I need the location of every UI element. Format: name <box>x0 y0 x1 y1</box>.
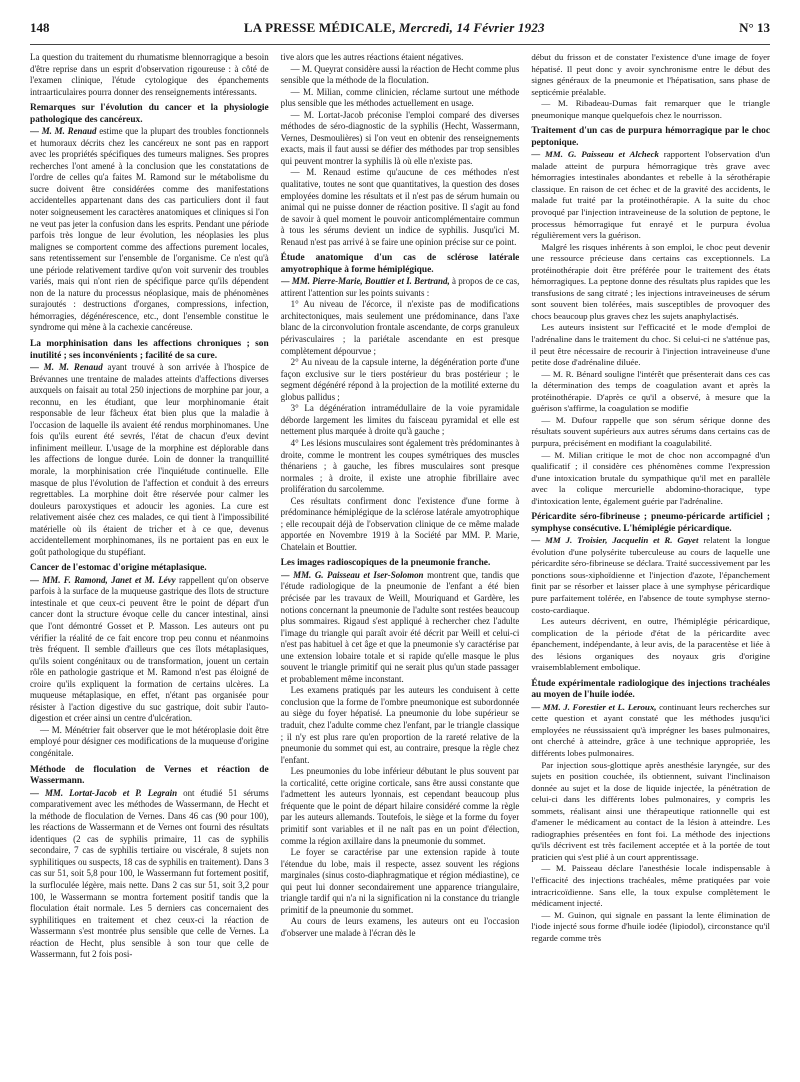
column-1 <box>30 52 269 1074</box>
paragraph: — M. Dufour rappelle que son sérum sérique donne des résultats souvent supérieurs aux autres sérums dans certains cas de purpura, précisément en modifiant la coagulabilité. <box>531 414 771 448</box>
paragraph <box>531 702 770 760</box>
paragraph: Les auteurs décrivent, en outre, l'hémiplégie péricardique, complication de la période d'état de la péricardite avec épanchement, indépendante, à leur avis, de la paracentèse et liée à des lésions organiques des noyaux gris d'origine vraisemblablement embolique. <box>531 616 771 673</box>
paragraph <box>281 276 520 299</box>
issue-date: Mercredi, 14 Février 1923 <box>398 20 545 35</box>
paragraph: début du frisson et de constater l'existence d'une image de foyer hépatisé. Il peut donc y avoir synchronisme entre le début des signes généraux de la pneumonie et l'hépatisation, sans phase de septicémie préalable. <box>531 52 771 97</box>
section-title: Étude anatomique d'un cas de sclérose latérale amyotrophique à forme hémiplégique. <box>280 253 520 275</box>
paragraph: 1° Au niveau de l'écorce, il n'existe pas de modifications architectoniques, mais seulement une prédominance, dans l'axe blanc de la circonvolution frontale ascendante, de corps granuleux périvasculaires ; la pariétale ascendante en est presque complètement dépourvue ; <box>280 299 520 356</box>
section-authors: — MM. G. Paisseau et Alcheck <box>531 149 659 160</box>
paragraph: Les examens pratiqués par les auteurs les conduisent à cette conclusion que la forme de l'ombre pneumonique est subordonnée au siège du foyer hépatisé. La pneumonie du lobe supérieur se traduit, chez l'adulte comme chez l'enfant, par le triangle classique ; il n'y est plus rare qu'en proportion de la rareté relative de la pneumonie du sommet qui est, au contraire, presque la règle chez l'enfant. <box>280 685 520 765</box>
article-section <box>281 253 520 553</box>
paragraph-text: ont étudié 51 sérums comparativement avec les méthodes de Wassermann, de Hecht et la méthode de floculation de Vernes. Dans 46 cas (90 pour 100), les réactions de Wassermann et de Vernes ont fourni des résultats identiques (2 cas de syphilis primaire, 11 cas de syphilis secondaire, 7 cas de syphilis tertiaire ou viscérale, 8 sujets non syphilitiques ou suspects, 18 cas de syphilis en traitement). Dans 3 cas sur 51, soit 5,8 pour 100, le Wassermann fut fortement positif, la surfloculée légère, mais nette. Dans 2 cas sur 51, soit 3,2 pour 100, le Wassermann se montra fortement positif tandis que la floculation était normale. Les 5 derniers cas concernaient des syphilitiques en traitement et chez ceux-ci la réaction de Wassermann s'est montrée plus sensible que celle de Vernes. La réaction de Hecht, plus sensible à son tour que celle de Wassermann, fut 2 fois posi- <box>30 787 269 960</box>
paragraph: 3° La dégénération intramédullaire de la voie pyramidale déborde largement les limites du faisceau pyramidal et elle est nettement plus marquée à droite qu'à gauche ; <box>280 403 520 437</box>
article-section <box>30 52 269 98</box>
section-title: Péricardite séro-fibrineuse ; pneumo-péricarde artificiel ; symphyse consécutive. L'hémiplégie péricardique. <box>531 512 771 534</box>
column-2 <box>281 52 520 1074</box>
article-section <box>30 765 269 961</box>
section-title: Remarques sur l'évolution du cancer et la physiologie pathologique des cancéreux. <box>30 103 269 125</box>
paragraph: Malgré les risques inhérents à son emploi, le choc peut devenir une ressource précieuse dans certains cas exceptionnels. La protéinothérapie doit être préférée pour le traitement des états hémorragiques. La peptone donne des résultats plus rapides que les transfusions de sang citraté ; les injections intraveineuses de sérum sont souvent bien tolérées, mais susceptibles de provoquer des chocs beaucoup plus graves chez les sujets anaphylactisés. <box>531 241 771 321</box>
section-title: Méthode de floculation de Vernes et réaction de Wassermann. <box>30 764 269 787</box>
article-section <box>531 52 770 121</box>
section-authors: — MM. Pierre-Marie, Bouttier et I. Bertrand, <box>280 276 450 287</box>
paragraph: — M. Guinon, qui signale en passant la lente élimination de l'iode injecté sous forme d'huile iodée (lipiodol), circonstance qu'il regarde comme très <box>531 909 771 943</box>
paragraph: Les auteurs insistent sur l'efficacité et le mode d'emploi de l'adrénaline dans le traitement du choc. Si celui-ci ne s'atténue pas, il peut être nécessaire de recourir à l'injection intraveineuse d'une petite dose d'adrénaline diluée. <box>531 322 771 368</box>
page-number: 148 <box>30 20 50 35</box>
paragraph: Ces résultats confirment donc l'existence d'une forme à prédominance hémiplégique de la sclérose latérale amyotrophique ; elle recoupait déjà de l'observation clinique de ce même malade apportée en Novembre 1919 à la Société par MM. P. Marie, Chatelain et Bouttier. <box>280 495 520 552</box>
paragraph: — M. Lortat-Jacob préconise l'emploi comparé des diverses méthodes de séro-diagnostic de la syphilis (Hecht, Wassermann, Vernes, Desmoulières) si l'on veut en obtenir des renseignements exacts, mais il faut aussi se défier des méthodes par trop sensibles qui peuvent montrer la syphilis là où elle n'existe pas. <box>280 109 520 166</box>
paragraph: — M. R. Bénard souligne l'intérêt que présenterait dans ces cas la détermination des temps de coagulation avant et après la protéinothérapie. D'après ce qu'il a observé, à mesure que la guérison s'affirme, la coagulation se modifie <box>531 368 771 414</box>
article-section <box>531 126 770 507</box>
paragraph: La question du traitement du rhumatisme blennorragique a besoin d'être reprise dans un esprit d'observation rigoureuse : à côté de l'examen clinique, l'étude cytologique des épanchements intraarticulaires pourra donner des renseignements intéressants. <box>30 52 269 97</box>
paragraph-text: ayant trouvé à son arrivée à l'hospice de Brévannes une trentaine de malades atteints d'affections diverses auxquels on faisait au total 250 injections de morphine par jour, a reconnu, en les étudiant, que leur morphinomanie était responsable de leur fâcheux état bien plus que la maladie à l'occasion de laquelle ils avaient été rendus morphinomanes. Une fois qu'ils eurent été sevrés, l'état de chacun d'eux devint infiniment meilleur. L'usage de la morphine est déplorable dans les affections de longue durée. Loin de donner la tranquillité morale, la morphinisation crée l'inquiétude continuelle. Elle masque de plus l'évolution de l'affection et conduit à des erreurs regrettables. La morphine doit être réservée pour calmer les douleurs paroxystiques et adoucir les agonies. La cure est relativement aisée chez ces malades, ce qui tient à l'impossibilité matérielle où ils étaient de tricher et à ce que, devenus accidentellement morphinomanes, ils ne portaient pas en eux le goût pathologique du stupéfiant. <box>30 362 269 557</box>
paragraph: 4° Les lésions musculaires sont également très prédominantes à droite, comme le montrent les coupes symétriques des muscles thénariens ; à gauche, les fibres musculaires sont presque normales ; à droite, il existe une atrophie fibrillaire avec prolifération du sarcolemme. <box>280 437 520 495</box>
paragraph <box>30 575 269 725</box>
paragraph <box>30 126 269 334</box>
paragraph-text: relatent la longue évolution d'une polysérite tuberculeuse au cours de laquelle une péricardite séro-fibrineuse se déclara. Traité successivement par les ponctions sous-xiphoïdienne et l'injection d'azote, l'épanchement finit par se résorber et laisser place à une symphyse péricardique pure parfaitement tolérée, en l'absence de toute symphyse sterno-costo-cardiaque. <box>531 535 771 615</box>
paragraph-text: à propos de ce cas, attirent l'attention sur les points suivants : <box>280 276 520 298</box>
article-section <box>281 52 520 248</box>
paragraph: Par injection sous-glottique après anesthésie laryngée, sur des sujets en position couchée, ils obtiennent, suivant l'inclinaison donnée au sujet et la dose de liquide injectée, la pénétration de celui-ci dans les différents lobes pulmonaires, y compris les sommets, réalisant ainsi une thérapeutique rationnelle qui est d'amener le médicament au contact de la lésion à atteindre. Les radiographies présentées en font foi. La méthode des injections qu'ils décrivent est très facilement acceptée et à la portée de tout praticien qui s'est plié à un court apprentissage. <box>531 759 771 862</box>
journal-name: LA PRESSE MÉDICALE, <box>243 20 396 35</box>
paragraph: — M. Queyrat considère aussi la réaction de Hecht comme plus sensible que la méthode de la floculation. <box>280 63 520 86</box>
paragraph-text: montrent que, tandis que l'étude radiologique de la pneumonie de l'enfant a été bien précisée par les travaux de Weill, Mouriquand et Gardère, les notions concernant la pneumonie de l'adulte sont restées beaucoup plus sommaires. Rigaud s'est appliqué à rechercher chez l'adulte l'image du triangle qui paraît avoir été décrit par Weill et celui-ci n'est pas habituel à cet âge et que la pneumonie s'y caractérise par une extension lobaire totale et si rapide qu'elle masque le plus souvent le triangle primitif qui ne serait plus qu'un stade passager et probablement même inconstant. <box>280 569 520 684</box>
paragraph: tive alors que les autres réactions étaient négatives. <box>280 52 464 62</box>
paragraph: — M. Renaud estime qu'aucune de ces méthodes n'est qualitative, toutes ne sont que quantitatives, la question des doses employées domine les résultats et il n'est pas de sérum humain ou animal qui ne puisse donner de réaction positive. Il s'agit au fond de savoir à quel moment le pouvoir anticomplémentaire commun à tous les sérums devient un indice de syphilis. Jusqu'ici M. Renaud n'est pas arrivé à se faire une opinion précise sur ce point. <box>280 167 520 247</box>
article-section <box>30 103 269 334</box>
section-authors: — M. M. Renaud <box>30 362 103 373</box>
page-header <box>30 20 770 45</box>
paragraph: — M. Paisseau déclare l'anesthésie locale indispensable à l'efficacité des injections trachéales, même pratiquées par voie intracricoïdienne. Sans elle, la toux expulse complètement le médicament injecté. <box>531 863 771 909</box>
section-authors: — MM J. Troisier, Jacquelin et R. Gayet <box>531 535 699 546</box>
paragraph: — M. Ribadeau-Dumas fait remarquer que le triangle pneumonique manque quelquefois chez le nourrisson. <box>531 98 771 120</box>
column-3 <box>531 52 770 1074</box>
section-authors: — MM. J. Forestier et L. Leroux, <box>531 701 657 712</box>
section-title: Étude expérimentale radiologique des injections trachéales au moyen de l'huile iodée. <box>531 678 771 701</box>
paragraph <box>30 788 269 961</box>
article-section <box>281 558 520 939</box>
article-section <box>30 339 269 558</box>
paragraph: 2° Au niveau de la capsule interne, la dégénération porte d'une façon exclusive sur le tiers postérieur du bras postérieur ; le segment dégénéré répond à la projection de la motilité externe du globus pallidus ; <box>280 357 520 402</box>
article-section <box>531 512 770 674</box>
paragraph: — M. Ménétrier fait observer que le mot hétéroplasie doit être employé pour désigner ces modifications de la muqueuse d'origine congénitale. <box>30 724 269 759</box>
article-columns <box>30 52 770 1074</box>
article-section <box>30 563 269 759</box>
paragraph-text: continuant leurs recherches sur cette question et ayant constaté que les méthodes jusqu'ici employées ne réussissaient qu'à imprégner les bases pulmonaires, ont cherché à atteindre, grâce à une technique appropriée, les différents lobes pulmonaires. <box>531 701 771 758</box>
paragraph-text: rapportent l'observation d'un malade atteint de purpura hémorragique très grave avec hémorragies intestinales abondantes et rebelle à la sérothérapie classique. En raison de cet échec et de la gravité des accidents, le malade fut traité par la protéinothérapie. A la suite du choc provoqué par l'injection intraveineuse de la solution de peptone, le processus hémorragique fut enrayé et le purpura évolua régulièrement vers la guérison. <box>531 149 771 241</box>
paragraph <box>531 149 770 241</box>
paragraph <box>531 535 770 616</box>
section-authors: — MM. Lortat-Jacob et P. Legrain <box>30 787 178 798</box>
article-section <box>531 679 770 944</box>
section-title: Les images radioscopiques de la pneumonie franche. <box>280 558 491 569</box>
section-authors: — M. M. Renaud <box>30 126 97 137</box>
paragraph: Les pneumonies du lobe inférieur débutant le plus souvent par la corticalité, cette origine corticale, sans être aussi constante que l'admettent les auteurs lyonnais, est cependant beaucoup plus fréquente que le point de départ hilaire considéré comme la règle par les auteurs allemands. Toutefois, le siège et la forme du foyer primitif sont variables et il ne naît pas en un point d'élection, comme la région axillaire dans la pneumonie du sommet. <box>280 766 520 846</box>
paragraph <box>281 570 520 685</box>
paragraph: Le foyer se caractérise par une extension rapide à toute l'étendue du lobe, mais il respecte, assez souvent les régions marginales (sinus costo-diaphragmatique et région médiastine), ce qui peut lui donner secondairement une apparence triangulaire, triangle tardif qui n'a ni la signification ni la constance du triangle primitif de la pneumonie du sommet. <box>280 847 520 915</box>
paragraph-text: estime que la plupart des troubles fonctionnels et humoraux décrits chez les cancéreux ne sont pas en rapport avec les propriétés spécifiques des tumeurs malignes. Ses propres recherches l'ont amené à la conclusion que les constatations de l'ordre de celles qu'a faites M. Ramond sur le métabolisme du sucre doivent être considérées comme des manifestations accidentelles appartenant dans des cas particuliers dont il faut noter soigneusement les caractères anatomiques et cliniques si l'on ne veut pas jeter la confusion dans les esprits. Pendant une période parfois très longue de leur évolution, les néoplasies les plus malignes se comportent comme des affections purement locales, sans retentissement sur l'ensemble de l'organisme. Ce n'est qu'à une période relativement tardive qu'on voit survenir des troubles variés, mais qui n'ont rien de spécifique parce qu'ils dépendent non de la nature du processus néoplasique, mais de phénomènes surajoutés : destructions d'organes, compressions, infection, hémorragies, dégénérescence, etc., dont l'ensemble constitue le syndrome qui mène à la cachexie cancéreuse. <box>30 126 269 333</box>
journal-title <box>244 20 545 36</box>
paragraph: Au cours de leurs examens, les auteurs ont eu l'occasion d'observer une malade à l'écran dès le <box>280 916 520 938</box>
section-title: La morphinisation dans les affections chroniques ; son inutilité ; ses inconvénients ; facilité de sa cure. <box>30 339 269 361</box>
section-authors: — MM. G. Paisseau et Iser-Solomon <box>280 569 424 580</box>
paragraph: — M. Milian critique le mot de choc non accompagné d'un qualificatif ; il considère ces phénomènes comme l'expression d'une intoxication brutale du sympathique qu'il met en parallèle avec la colique mercurielle abdomino-thoracique, type d'intoxication lente, également guérie par l'adrénaline. <box>531 449 771 506</box>
paragraph <box>30 362 269 558</box>
section-title: Cancer de l'estomac d'origine métaplasique. <box>30 563 207 574</box>
paragraph: — M. Milian, comme clinicien, réclame surtout une méthode plus sensible que les méthodes actuellement en usage. <box>280 86 520 109</box>
paragraph-text: rappellent qu'on observe parfois à la surface de la muqueuse gastrique des îlots de structure intestinale et que ceux-ci peuvent être le point de départ d'un cancer dont la structure évoque celle du cancer intestinal, ainsi que l'ont démontré Gosset et P. Masson. Les auteurs ont pu vérifier la réalité de ce fait encore trop peu connu et néanmoins très fréquent. Il semble d'ailleurs que ces îlots métaplasiques, qu'ils soient congénitaux ou de transformation, jouent un certain rôle en pathologie gastrique et M. Ramond n'est pas éloigné de croire qu'ils expliquent la formation de certains ulcères. La muqueuse métaplasique, en effet, n'étant pas organisée pour résister à l'action digestive du suc gastrique, doit subir l'auto-digestion et créer ainsi un centre d'ulcération. <box>30 574 269 724</box>
section-authors: — MM. F. Ramond, Janet et M. Lévy <box>30 574 176 585</box>
section-title: Traitement d'un cas de purpura hémorragique par le choc peptonique. <box>531 126 771 148</box>
issue-number: N° 13 <box>739 20 770 35</box>
